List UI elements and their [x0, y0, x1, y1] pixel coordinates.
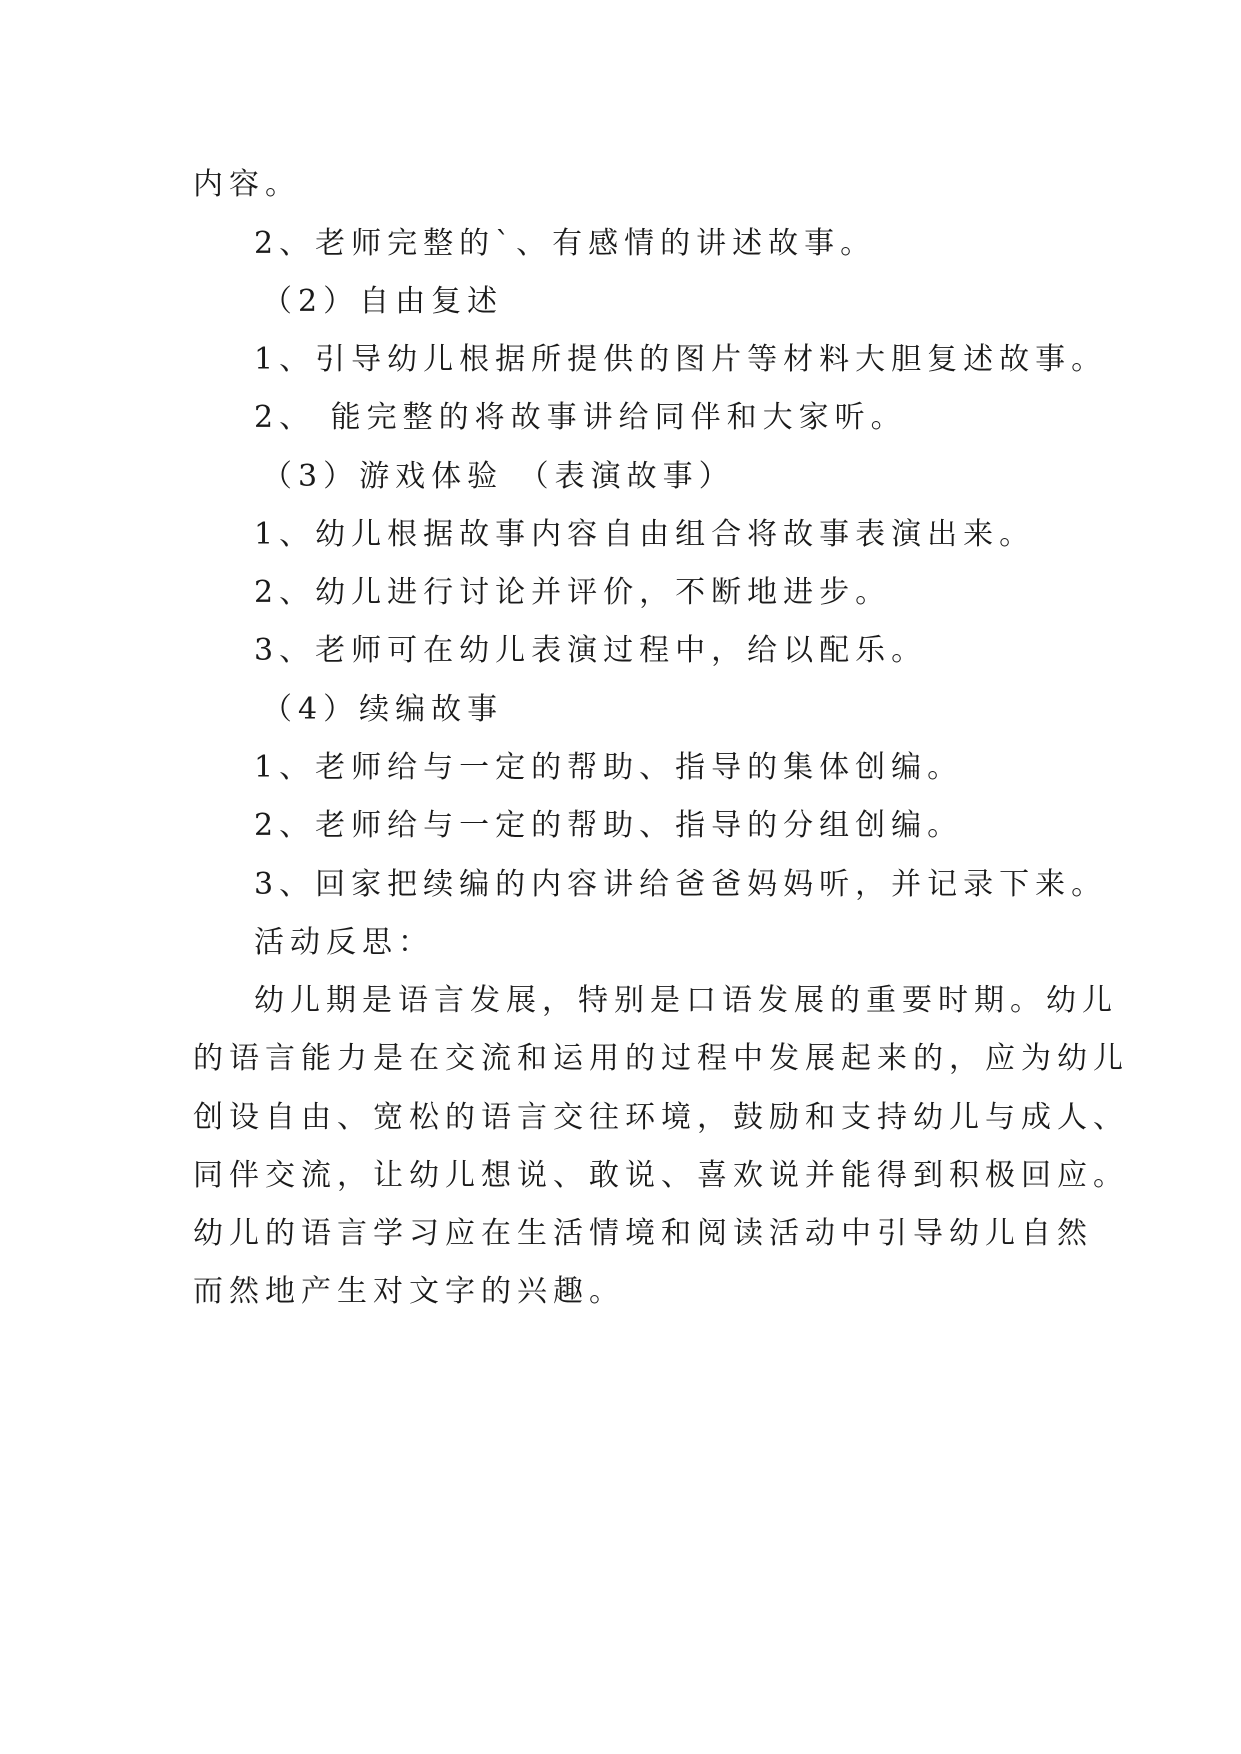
paragraph-line: 幼儿的语言学习应在生活情境和阅读活动中引导幼儿自然: [193, 1216, 1093, 1251]
paragraph-line: 的语言能力是在交流和运用的过程中发展起来的，应为幼儿: [193, 1041, 1129, 1076]
text-line-step: 3、回家把续编的内容讲给爸爸妈妈听，并记录下来。: [254, 867, 1108, 902]
text-line-continuation: 内容。: [193, 167, 301, 202]
section-heading: （3）游戏体验 （表演故事）: [262, 459, 735, 494]
paragraph-line: 幼儿期是语言发展，特别是口语发展的重要时期。幼儿: [254, 983, 1118, 1018]
section-heading: （2）自由复述: [262, 284, 504, 319]
paragraph-line: 创设自由、宽松的语言交往环境，鼓励和支持幼儿与成人、: [193, 1100, 1129, 1135]
text-line-step: 2、幼儿进行讨论并评价，不断地进步。: [254, 575, 892, 610]
text-line-step: 1、引导幼儿根据所提供的图片等材料大胆复述故事。: [254, 342, 1108, 377]
text-line-step: 2、老师完整的`、有感情的讲述故事。: [254, 226, 877, 261]
text-line-step: 1、老师给与一定的帮助、指导的集体创编。: [254, 750, 964, 785]
reflection-heading: 活动反思：: [254, 925, 434, 960]
paragraph-line: 而然地产生对文字的兴趣。: [193, 1274, 625, 1309]
section-heading: （4）续编故事: [262, 692, 504, 727]
text-line-step: 1、幼儿根据故事内容自由组合将故事表演出来。: [254, 517, 1036, 552]
text-line-step: 2、 能完整的将故事讲给同伴和大家听。: [254, 400, 907, 435]
text-line-step: 3、老师可在幼儿表演过程中，给以配乐。: [254, 633, 928, 668]
paragraph-line: 同伴交流，让幼儿想说、敢说、喜欢说并能得到积极回应。: [193, 1158, 1129, 1193]
text-line-step: 2、老师给与一定的帮助、指导的分组创编。: [254, 808, 964, 843]
